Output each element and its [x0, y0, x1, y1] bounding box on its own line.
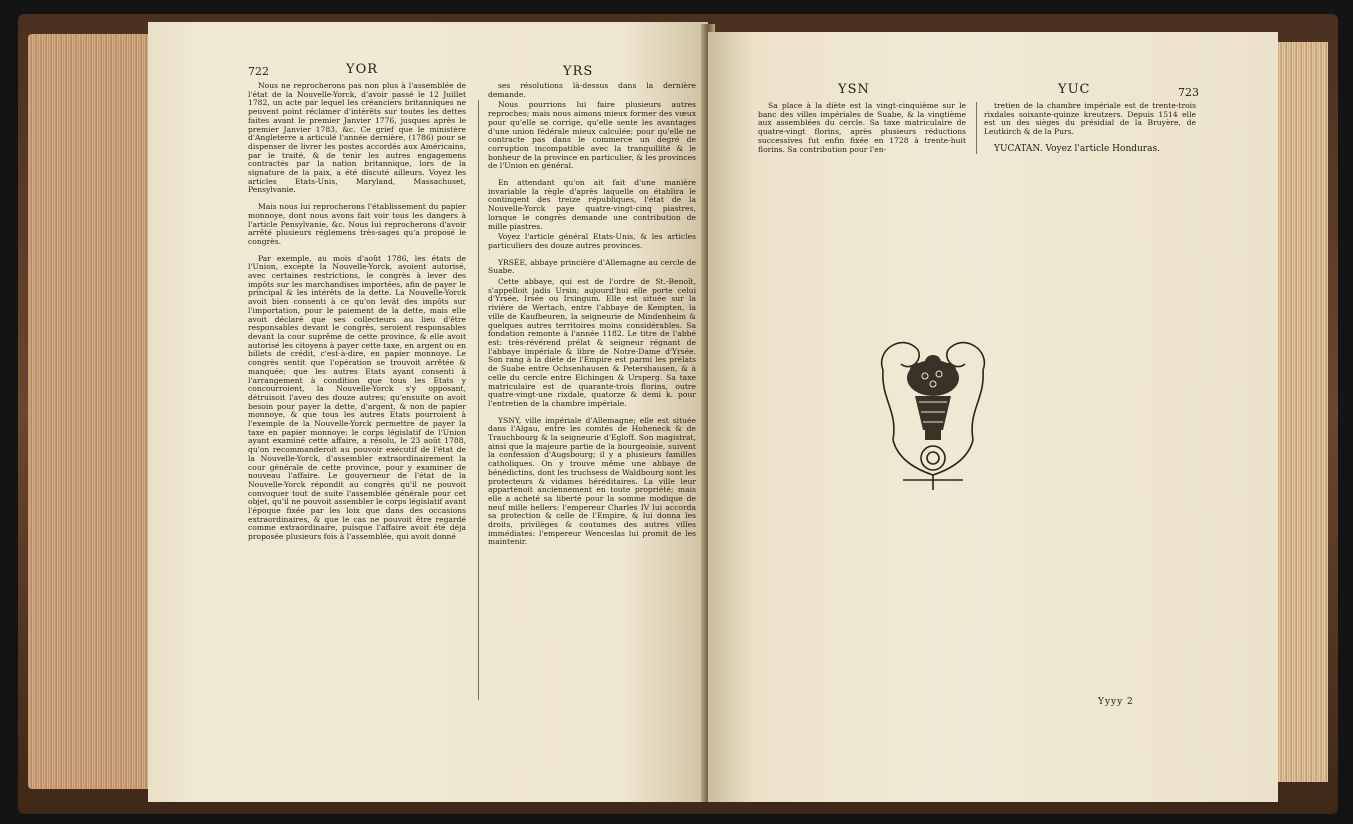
running-head-right: YUC [1058, 82, 1091, 97]
text-column-2 [984, 102, 1196, 156]
paragraph: Nous pourrions lui faire plusieurs autres reproches; mais nous aimons mieux former des vœux pour qu'elle se corrige, qu'elle sente les avantages d'une union fédérale mieux calculée; pour qu'elle ne contracte pas dans le commerce un degré de corruption incompatible avec la tranquillité & le bonheur de la province en particulier, & les provinces de l'Union en général. [488, 100, 696, 171]
page-number: 723 [1178, 86, 1199, 99]
text-column-2 [488, 82, 696, 549]
column-rule [976, 102, 977, 154]
paragraph: Voyez l'article général Etats-Unis, & les articles particuliers des douze autres provinces. [488, 232, 696, 250]
text-column-1 [758, 102, 966, 156]
running-head-left: YSN [838, 82, 870, 97]
right-page-edges [1273, 42, 1328, 782]
open-book [18, 14, 1338, 814]
entry-ysny: YSNY, ville impériale d'Allemagne; elle est située dans l'Algau, entre les comtés de Hoheneck & de Trauchbourg & la seigneurie d'Egloff. Son magistrat, ainsi que la majeure partie de la bourgeoisie, suivent la confession d'Augsbourg; il y a plusieurs familles catholiques. On y trouve même une abbaye de bénédictins, dont les truchsess de Waldbourg sont les protecteurs & vidames héréditaires. La ville leur appartenoit anciennement en toute propriété; mais elle a acheté sa liberté pour la somme modique de neuf mille hellers: l'empereur Charles IV lui accorda sa protection & celle de l'Empire, & lui donna les droits, privilèges & coutumes des autres villes immédiates: l'empereur Wenceslas lui promit de les maintenir. [488, 415, 696, 547]
entry-yucatan: YUCATAN. Voyez l'article Honduras. [994, 143, 1160, 154]
paragraph: Mais nous lui reprocherons l'établissement du papier monnoye, dont nous avons fait voir tous les dangers à l'article Pensylvanie, &c. Nous lui reprocherons d'avoir arrêté plusieurs réglemens très-sages qu'a proposé le congrès. [248, 202, 466, 246]
signature-mark: Yyyy 2 [1098, 697, 1134, 707]
running-head-right: YRS [563, 64, 594, 79]
paragraph: tretien de la chambre impériale est de trente-trois rixdales soixante-quinze kreutzers. Depuis 1514 elle est un des sièges du présidial de la Bruyère, de Leutkirch & de la Purs. [984, 101, 1196, 137]
paragraph: Cette abbaye, qui est de l'ordre de St.-Benoît, s'appelloit jadis Ursin; aujourd'hui elle porte celui d'Yrsée, Irsée ou Irsingum. Elle est située sur la rivière de Wertach, entre l'abbaye de Kempten, la ville de Kaufbeuren, la seigneurie de Mindenheim & quelques autres territoires moins considérables. Sa fondation remonte à l'année 1182. Le titre de l'abbé est: très-révérend prélat & seigneur régnant de l'abbaye impériale & libre de Notre-Dame d'Yrsée. Son rang à la diète de l'Empire est parmi les prélats de Suabe entre Ochsenhausen & Petershausen, & à celle du cercle entre Elchingen & Ursperg. Sa taxe matriculaire est de quarante-trois florins, outre quatre-vingt-une rixdale, quatorze & demi k. pour l'entretien de la chambre impériale. [488, 277, 696, 408]
paragraph: Par exemple, au mois d'août 1786, les états de l'Union, excepté la Nouvelle-Yorck, avoient autorisé, avec certaines restrictions, le congrès à lever des impôts sur les marchandises importées, afin de payer le principal & les intérêts de la dette. La Nouvelle-Yorck avoit bien consenti à ce qu'on levât des impôts sur l'importation, pour le paiement de la dette, mais elle avoit déclaré que ses collecteurs au lieu d'être responsables devant le congrès, seroient responsables devant la cour suprême de cette province, & elle avoit autorisé les citoyens à payer cette taxe, en argent ou en billets de crédit, c'est-à-dire, en papier monnoye. Le congrès sentit que l'opération se trouvoit arrêtée & manquée; que les autres Etats ayant consenti à l'arrangement à condition que tous les Etats y concourroient, la Nouvelle-Yorck s'y opposant, détruisoit l'aveu des douze autres; qu'ensuite on avoit besoin pour payer la dette, d'argent, & non de papier monnoye, & que tous les autres Etats pourroient à l'exemple de la Nouvelle-Yorck permettre de payer la taxe en papier monnoye: le corps législatif de l'Union ayant examiné cette affaire, a résolu, le 23 août 1788, qu'on recommanderoit au pouvoir exécutif de l'état de la Nouvelle-Yorck, d'assembler extraordinairement la cour générale de cette province, pour y examiner de nouveau l'affaire. Le gouverneur de l'état de la Nouvelle-Yorck répondit au congrès qu'il ne pouvoit convoquer tout de suite l'assemblée générale pour cet objet, qu'il ne pouvoit assembler le corps législatif avant l'époque fixée par les loix que dans des occasions extraordinaires, & que le cas ne pouvoit être regardé comme extraordinaire, puisque l'affaire avoit été déja proposée plusieurs fois à l'assemblée, qui avoit donné [248, 253, 467, 542]
entry-heading-yrsee: YRSÉE, abbaye princière d'Allemagne au cercle de Suabe. [488, 257, 696, 276]
left-page-edges [28, 34, 168, 789]
paragraph: Sa place à la diète est la vingt-cinquième sur le banc des villes impériales de Suabe, & la vingtième aux assemblées du cercle. Sa taxe matriculaire de quatre-vingt florins, après plusieurs réductions successives fut enfin fixée en 1728 à trente-huit florins. Sa contribution pour l'en- [758, 101, 966, 154]
floral-basket-vignette [873, 330, 993, 495]
paragraph: ses résolutions là-dessus dans la dernière demande. [488, 81, 696, 99]
running-head-left: YOR [346, 62, 379, 77]
paragraph: Nous ne reprocherons pas non plus à l'assemblée de l'état de la Nouvelle-Yorck, d'avoir passé le 12 Juillet 1782, un acte par lequel les créanciers britanniques ne peuvent point réclamer d'intérêts sur toutes les dettes faites avant le premier Janvier 1776, jusques après le premier Janvier 1783, &c. Ce grief que le ministère d'Angleterre a articulé l'année dernière, (1786) pour se dispenser de livrer les postes accordés aux Américains, par le traité, & de tenir les autres engagemens contractés par la nation britannique, lors de la signature de la paix, a été discuté ailleurs. Voyez les articles Etats-Unis, Maryland, Massachuset, Pensylvanie. [248, 81, 466, 195]
right-page [708, 32, 1278, 802]
column-rule [478, 100, 479, 700]
page-number: 722 [248, 65, 269, 78]
left-page [148, 22, 708, 802]
paragraph: En attendant qu'on ait fait d'une manière invariable la règle d'après laquelle on établira le contingent des treize républiques, l'état de la Nouvelle-Yorck paye quatre-vingt-cinq piastres, lorsque le congrès demande une contribution de mille piastres. [488, 178, 696, 231]
text-column-1 [248, 82, 466, 544]
